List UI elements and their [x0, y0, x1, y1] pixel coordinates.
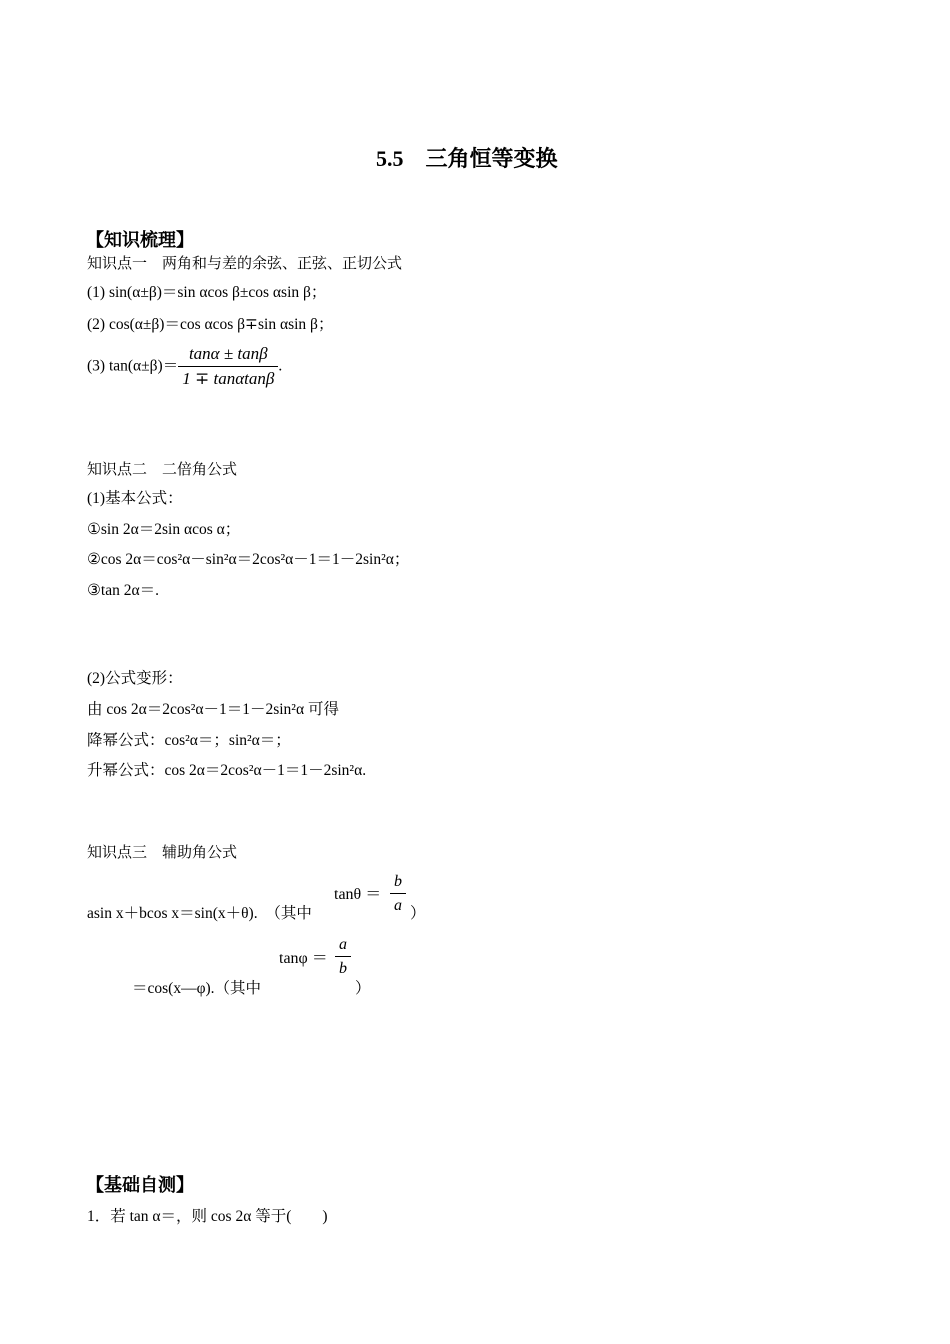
kp2-line-1: ①sin 2α＝2sin αcos α； [87, 521, 241, 538]
section-heading-knowledge: 【知识梳理】 [86, 230, 194, 250]
kp1-formula-3 [87, 344, 282, 390]
kp3-eq1-tan: tanθ ＝ [334, 886, 382, 903]
kp2-line-3: ③tan 2α＝. [87, 582, 159, 599]
question-1: 1．若 tan α＝，则 cos 2α 等于( ) [87, 1208, 328, 1225]
kp2-basic-label: (1)基本公式： [87, 490, 183, 507]
kp3-eq2-close: ） [355, 980, 371, 997]
kp2-transform-3: 升幂公式：cos 2α＝2cos²α－1＝1－2sin²α. [87, 762, 367, 779]
kp1-formula-1: (1) sin(α±β)＝sin αcos β±cos αsin β； [87, 284, 327, 301]
kp3-eq2-fraction [335, 935, 351, 978]
kp3-eq1-fraction [390, 872, 406, 915]
kp2-line-2: ②cos 2α＝cos²α－sin²α＝2cos²α－1＝1－2sin²α； [87, 551, 410, 568]
kp2-transform-1: 由 cos 2α＝2cos²α－1＝1－2sin²α 可得 [87, 701, 339, 718]
kp3-eq2-denominator: b [339, 960, 347, 978]
kp3-eq1-denominator: a [394, 897, 402, 915]
kp1-formula-2: (2) cos(α±β)＝cos αcos β∓sin αsin β； [87, 316, 334, 333]
kp1-f3-prefix: (3) tan(α±β)＝ [87, 357, 179, 375]
section-heading-selftest: 【基础自测】 [86, 1175, 194, 1195]
kp1-f3-end: . [278, 357, 283, 375]
kp1-f3-numerator: tanα ± tanβ [178, 344, 278, 367]
kp1-f3-fraction [178, 344, 278, 390]
kp1-f3-denominator: 1 ∓ tanαtanβ [182, 369, 275, 389]
kp3-eq1-numerator: b [390, 872, 406, 894]
kp2-transform-label: (2)公式变形： [87, 670, 183, 687]
kp3-eq1-close: ） [410, 905, 426, 922]
kp3-eq2-tan: tanφ ＝ [279, 950, 328, 967]
kp3-eq1-text: asin x＋bcos x＝sin(x＋θ). （其中 [87, 905, 312, 922]
kp2-transform-2: 降幂公式：cos²α＝；sin²α＝； [87, 732, 291, 749]
kp3-eq2-text: ＝cos(x—φ).（其中 [132, 980, 262, 997]
kp3-eq2-numerator: a [335, 935, 351, 957]
kp3-heading: 知识点三 辅助角公式 [87, 843, 238, 861]
kp1-heading: 知识点一 两角和与差的余弦、正弦、正切公式 [87, 254, 403, 272]
kp2-heading: 知识点二 二倍角公式 [87, 460, 238, 478]
page-title: 5.5 三角恒等变换 [376, 146, 558, 171]
